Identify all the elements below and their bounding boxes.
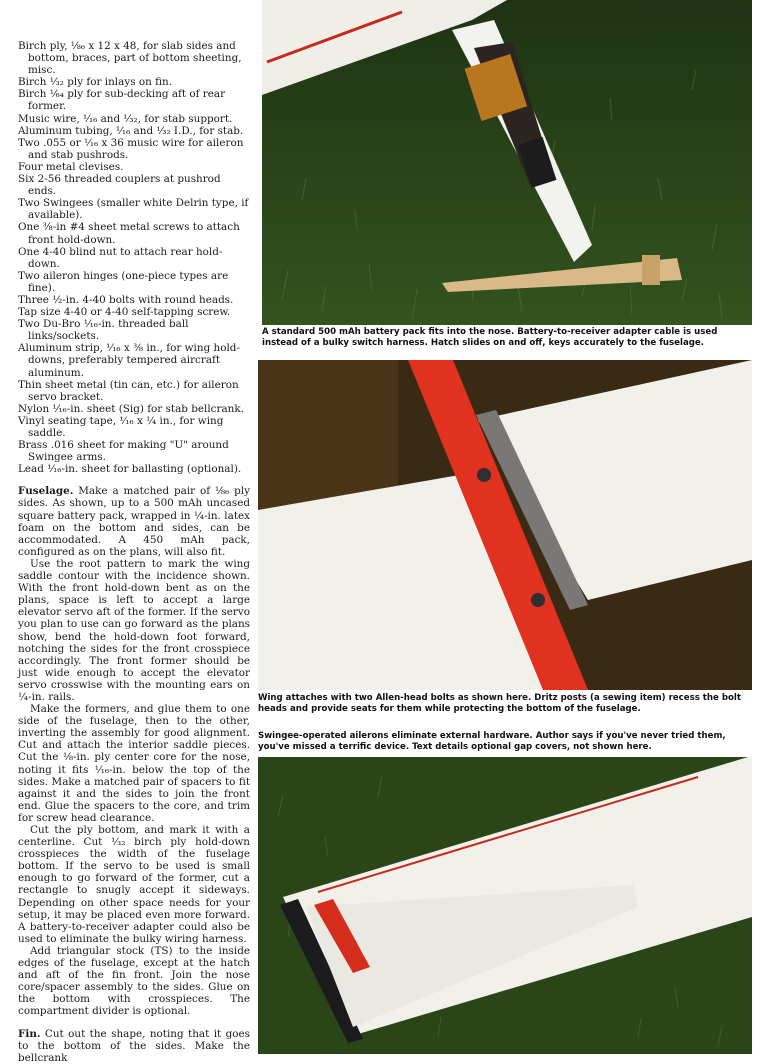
material-item: Aluminum tubing, ⅟₁₆ and ⅟₃₂ I.D., for stab.: [18, 124, 244, 137]
paragraph-text: Cut out the shape, noting that it goes to the bottom of the sides. Make the bellcrank: [18, 1027, 250, 1064]
nose-photo-caption: A standard 500 mAh battery pack fits into the nose. Battery-to-receiver adapter cable is used instead of a bulky switch harness. Hatch slides on and off, keys accurately to the fuselage.: [262, 327, 718, 348]
material-item: Aluminum strip, ⅟₁₆ x ⅜ in., for wing hold-downs, preferably tempered aircraft aluminum.: [18, 342, 240, 379]
aileron-photo-caption: Swingee-operated ailerons eliminate external hardware. Author says if you've never tried them, you've missed a terrific device. Text details optional gap covers, not shown here.: [258, 731, 726, 752]
aileron-photo: [258, 757, 752, 1054]
allen-bolt-front: [477, 468, 491, 482]
material-item: Four metal clevises.: [18, 160, 124, 173]
material-item: Birch ⅟₆₄ ply for sub-decking aft of rear former.: [18, 88, 226, 113]
aileron-photo-art: [258, 757, 752, 1054]
material-item: Brass .016 sheet for making "U" around Swingee arms.: [18, 439, 229, 464]
material-item: Thin sheet metal (tin can, etc.) for aileron servo bracket.: [18, 378, 239, 403]
wing-bolts-photo: [258, 360, 752, 690]
section-heading-fin: Fin.: [18, 1027, 41, 1040]
material-item: Two aileron hinges (one-piece types are fine).: [18, 269, 229, 294]
fuselage-paragraph: [18, 485, 250, 558]
fin-paragraph: [18, 1028, 250, 1064]
material-item: Two Du-Bro ⅟₁₆-in. threaded ball links/sockets.: [18, 318, 189, 343]
allen-bolt-rear: [531, 593, 545, 607]
wing-bolts-photo-art: [258, 360, 752, 690]
nose-hatch-photo-art: [262, 0, 752, 325]
material-item: Music wire, ⅟₁₆ and ⅟₃₂, for stab support.: [18, 112, 233, 125]
background-fence: [258, 360, 398, 510]
paragraph-text: Make a matched pair of ⅛₆ ply sides. As shown, up to a 500 mAh uncased square battery pack, wrapped in ¼-in. latex foam on the bottom and sides, can be accommodated. A 450 mAh pack, configured as on the plans, will also fit.: [18, 485, 250, 558]
material-item: Tap size 4-40 or 4-40 self-tapping screw.: [18, 306, 231, 319]
article-column: [18, 40, 250, 1064]
material-item: Birch ply, ⅛₆ x 12 x 48, for slab sides and bottom, braces, part of bottom sheeting, misc.: [18, 40, 242, 77]
material-item: One 4-40 blind nut to attach rear hold-down.: [18, 245, 223, 270]
wing-photo-caption: Wing attaches with two Allen-head bolts as shown here. Dritz posts (a sewing item) recess the bolt heads and provide seats for them while protecting the bottom of the fuselage.: [258, 693, 741, 714]
material-item: Six 2-56 threaded couplers at pushrod ends.: [18, 173, 221, 198]
material-item: Nylon ⅟₁₆-in. sheet (Sig) for stab bellcrank.: [18, 402, 244, 415]
material-item: One ⅜-in #4 sheet metal screws to attach front hold-down.: [18, 221, 240, 246]
section-heading-fuselage: Fuselage.: [18, 485, 74, 498]
hatch-key: [642, 255, 660, 285]
body-paragraph: Cut the ply bottom, and mark it with a centerline. Cut ⅟₃₂ birch ply hold-down crosspieces the width of the fuselage bottom. If the servo to be used is small enough to go forward of the former, cut a rectangle to snugly accept it sideways. Depending on other space needs for your setup, it may be placed even more forward. A battery-to-receiver adapter could also be used to eliminate the bulky wiring harness.: [18, 824, 250, 945]
material-item: Lead ⅟₁₆-in. sheet for ballasting (optional).: [18, 463, 242, 476]
body-paragraph: Add triangular stock (TS) to the inside edges of the fuselage, except at the hatch and aft of the fin front. Join the nose core/spacer assembly to the sides. Glue on the bottom with crosspieces. The compartment divider is optional.: [18, 944, 250, 1018]
material-item: Birch ⅟₃₂ ply for inlays on fin.: [18, 76, 173, 89]
material-item: Two Swingees (smaller white Delrin type, if available).: [18, 197, 249, 222]
material-item: Two .055 or ⅟₁₆ x 36 music wire for aileron and stab pushrods.: [18, 136, 244, 161]
material-item: Vinyl seating tape, ⅟₁₆ x ¼ in., for wing saddle.: [18, 414, 224, 439]
materials-list: [18, 40, 250, 475]
nose-hatch-photo: [262, 0, 752, 325]
material-item: Three ½-in. 4-40 bolts with round heads.: [18, 293, 234, 306]
body-paragraph: Make the formers, and glue them to one side of the fuselage, then to the other, inverting the assembly for good alignment. Cut and attach the interior saddle pieces. Cut the ⅛-in. ply center core for the nose, noting it fits ⅟₁₆-in. below the top of the sides. Make a matched pair of spacers to fit against it and the sides to join the front end. Glue the spacers to the core, and trim for screw head clearance.: [18, 703, 250, 824]
body-paragraph: Use the root pattern to mark the wing saddle contour with the incidence shown. With the front hold-down bent as on the plans, space is left to accept a large elevator servo aft of the former. If the servo you plan to use can go forward as the plans show, bend the hold-down foot forward, notching the sides for the front crosspiece accordingly. The front former should be just wide enough to accept the elevator servo crosswise with the mounting ears on ¼-in. rails.: [18, 557, 250, 703]
